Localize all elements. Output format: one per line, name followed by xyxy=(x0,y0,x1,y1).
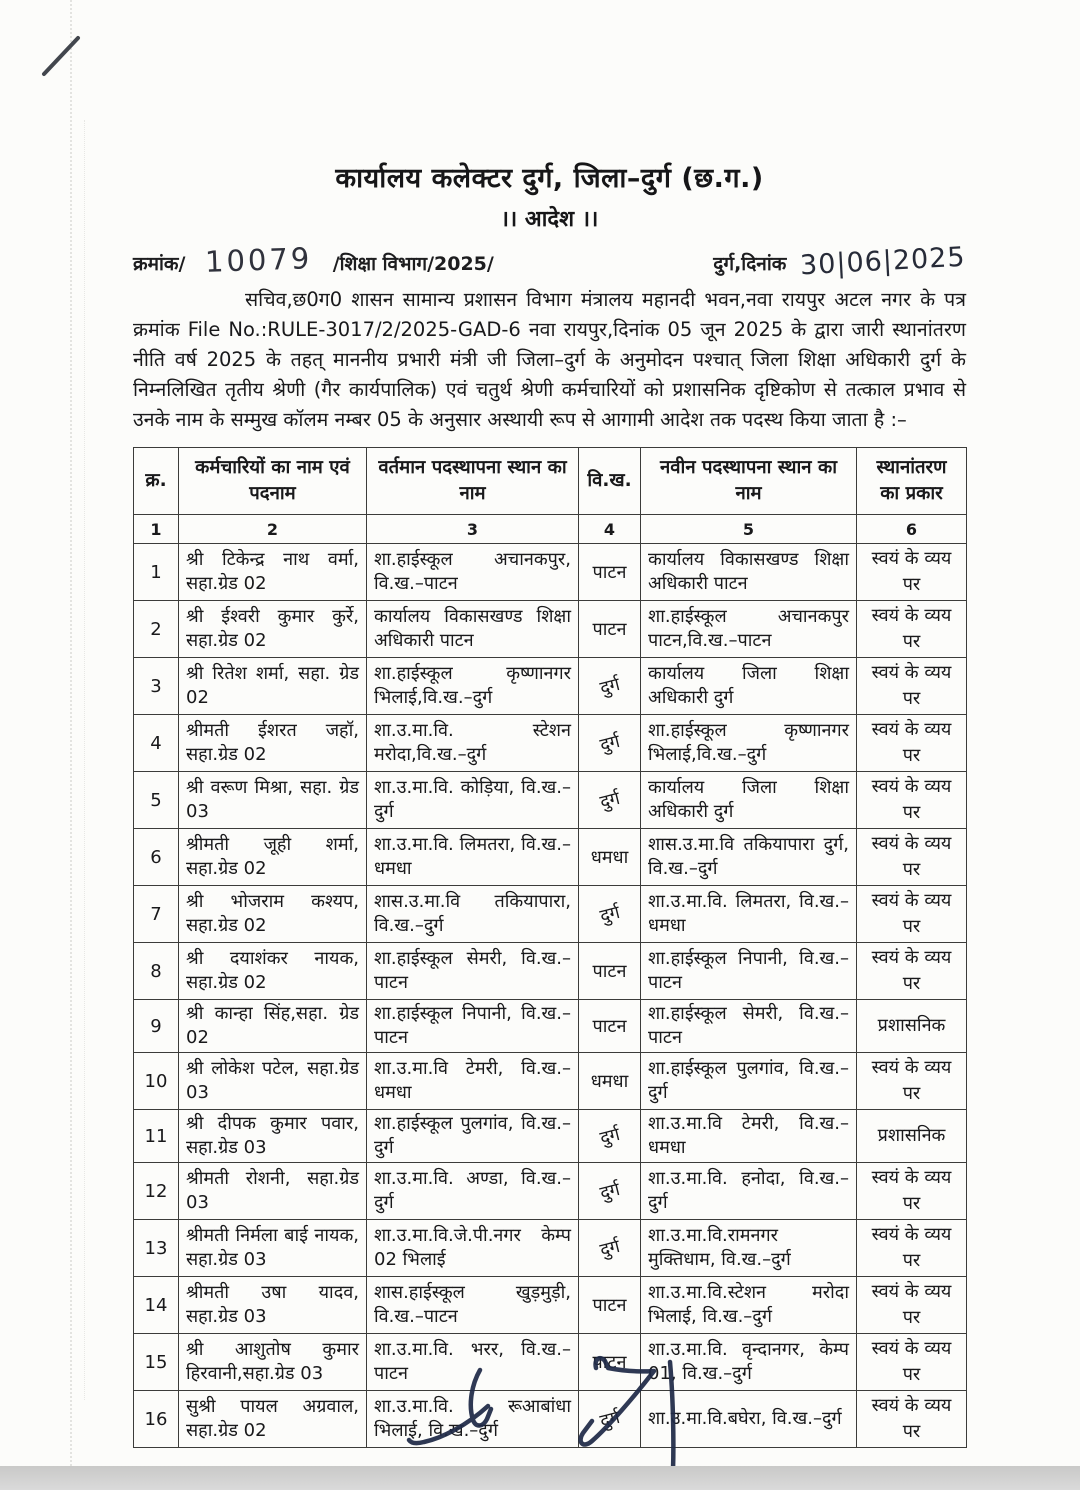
cell-row16-col3: शा.उ.मा.वि. रूआबांधा भिलाई, वि.ख.–दुर्ग xyxy=(367,1391,579,1448)
cell-row8-col1: 8 xyxy=(134,943,179,1000)
col-number: 4 xyxy=(579,515,641,544)
cell-row5-col6: स्वयं के व्यय पर xyxy=(857,772,967,829)
cell-row6-col4: धमधा xyxy=(579,829,641,886)
cell-row4-col5: शा.हाईस्कूल कृष्णानगर भिलाई,वि.ख.–दुर्ग xyxy=(641,715,857,772)
cell-row13-col1: 13 xyxy=(134,1220,179,1277)
cell-row7-col1: 7 xyxy=(134,886,179,943)
cell-row2-col1: 2 xyxy=(134,601,179,658)
cell-row11-col5: शा.उ.मा.वि टेमरी, वि.ख.–धमधा xyxy=(641,1110,857,1163)
cell-row13-col6: स्वयं के व्यय पर xyxy=(857,1220,967,1277)
cell-row2-col6: स्वयं के व्यय पर xyxy=(857,601,967,658)
cell-row3-col4: दुर्ग xyxy=(579,658,641,715)
handwritten-date: 30|06|2025 xyxy=(799,241,967,282)
table-row xyxy=(134,1220,967,1277)
cell-row10-col6: स्वयं के व्यय पर xyxy=(857,1053,967,1110)
header-current-posting: वर्तमान पदस्थापना स्थान का नाम xyxy=(367,448,579,515)
table-row xyxy=(134,772,967,829)
cell-row3-col2: श्री रितेश शर्मा, सहा. ग्रेड 02 xyxy=(179,658,367,715)
cell-row16-col5: शा.उ.मा.वि.बघेरा, वि.ख.–दुर्ग xyxy=(641,1391,857,1448)
scanner-band xyxy=(0,1466,1080,1490)
ref-suffix-label: /शिक्षा विभाग/2025/ xyxy=(332,253,494,275)
pen-stroke-icon xyxy=(36,30,88,82)
cell-row9-col5: शा.हाईस्कूल सेमरी, वि.ख.– पाटन xyxy=(641,1000,857,1053)
cell-row2-col3: कार्यालय विकासखण्ड शिक्षा अधिकारी पाटन xyxy=(367,601,579,658)
cell-row13-col2: श्रीमती निर्मला बाई नायक, सहा.ग्रेड 03 xyxy=(179,1220,367,1277)
scan-edge-artifact xyxy=(70,0,72,1466)
table-row xyxy=(134,544,967,601)
cell-row8-col2: श्री दयाशंकर नायक, सहा.ग्रेड 02 xyxy=(179,943,367,1000)
cell-row3-col5: कार्यालय जिला शिक्षा अधिकारी दुर्ग xyxy=(641,658,857,715)
cell-row13-col3: शा.उ.मा.वि.जे.पी.नगर केम्प 02 भिलाई xyxy=(367,1220,579,1277)
header-serial: क्र. xyxy=(134,448,179,515)
col-number: 6 xyxy=(857,515,967,544)
signature-ink xyxy=(380,1348,720,1478)
cell-row4-col3: शा.उ.मा.वि. स्टेशन मरोदा,वि.ख.–दुर्ग xyxy=(367,715,579,772)
cell-row11-col4: दुर्ग xyxy=(579,1110,641,1163)
cell-row10-col4: धमधा xyxy=(579,1053,641,1110)
cell-row9-col1: 9 xyxy=(134,1000,179,1053)
transfer-table-body xyxy=(134,544,967,1448)
cell-row12-col2: श्रीमती रोशनी, सहा.ग्रेड 03 xyxy=(179,1163,367,1220)
cell-row14-col5: शा.उ.मा.वि.स्टेशन मरोदा भिलाई, वि.ख.–दुर्ग xyxy=(641,1277,857,1334)
cell-row15-col2: श्री आशुतोष कुमार हिरवानी,सहा.ग्रेड 03 xyxy=(179,1334,367,1391)
cell-row16-col4: दुर्ग xyxy=(579,1391,641,1448)
cell-row13-col4: दुर्ग xyxy=(579,1220,641,1277)
cell-row8-col3: शा.हाईस्कूल सेमरी, वि.ख.–पाटन xyxy=(367,943,579,1000)
cell-row7-col5: शा.उ.मा.वि. लिमतरा, वि.ख.–धमधा xyxy=(641,886,857,943)
cell-row9-col2: श्री कान्हा सिंह,सहा. ग्रेड 02 xyxy=(179,1000,367,1053)
cell-row1-col3: शा.हाईस्कूल अचानकपुर, वि.ख.–पाटन xyxy=(367,544,579,601)
cell-row15-col3: शा.उ.मा.वि. भरर, वि.ख.–पाटन xyxy=(367,1334,579,1391)
cell-row7-col3: शास.उ.मा.वि तकियापारा, वि.ख.–दुर्ग xyxy=(367,886,579,943)
cell-row1-col5: कार्यालय विकासखण्ड शिक्षा अधिकारी पाटन xyxy=(641,544,857,601)
column-number-row xyxy=(134,515,967,544)
handwritten-ref-number: 10079 xyxy=(204,241,314,279)
cell-row14-col2: श्रीमती उषा यादव, सहा.ग्रेड 03 xyxy=(179,1277,367,1334)
cell-row10-col3: शा.उ.मा.वि टेमरी, वि.ख.–धमधा xyxy=(367,1053,579,1110)
reference-line xyxy=(133,241,967,282)
cell-row12-col5: शा.उ.मा.वि. हनोदा, वि.ख.–दुर्ग xyxy=(641,1163,857,1220)
cell-row6-col6: स्वयं के व्यय पर xyxy=(857,829,967,886)
transfer-table xyxy=(133,447,967,1448)
cell-row11-col1: 11 xyxy=(134,1110,179,1163)
cell-row6-col5: शास.उ.मा.वि तकियापारा दुर्ग, वि.ख.–दुर्ग xyxy=(641,829,857,886)
cell-row3-col3: शा.हाईस्कूल कृष्णानगर भिलाई,वि.ख.–दुर्ग xyxy=(367,658,579,715)
order-heading: ।। आदेश ।। xyxy=(500,207,599,232)
cell-row12-col3: शा.उ.मा.वि. अण्डा, वि.ख.–दुर्ग xyxy=(367,1163,579,1220)
cell-row5-col2: श्री वरूण मिश्रा, सहा. ग्रेड 03 xyxy=(179,772,367,829)
cell-row15-col4: पाटन xyxy=(579,1334,641,1391)
scan-edge-artifact xyxy=(84,120,85,1400)
ref-prefix-label: क्रमांक/ xyxy=(133,253,186,275)
cell-row6-col1: 6 xyxy=(134,829,179,886)
header-new-posting: नवीन पदस्थापना स्थान का नाम xyxy=(641,448,857,515)
cell-row15-col1: 15 xyxy=(134,1334,179,1391)
cell-row3-col6: स्वयं के व्यय पर xyxy=(857,658,967,715)
cell-row5-col5: कार्यालय जिला शिक्षा अधिकारी दुर्ग xyxy=(641,772,857,829)
cell-row2-col5: शा.हाईस्कूल अचानकपुर पाटन,वि.ख.–पाटन xyxy=(641,601,857,658)
cell-row5-col3: शा.उ.मा.वि. कोड़िया, वि.ख.–दुर्ग xyxy=(367,772,579,829)
header-employee-name: कर्मचारियों का नाम एवं पदनाम xyxy=(179,448,367,515)
table-row xyxy=(134,943,967,1000)
header-transfer-type: स्थानांतरण का प्रकार xyxy=(857,448,967,515)
table-header-row xyxy=(134,448,967,515)
cell-row11-col3: शा.हाईस्कूल पुलगांव, वि.ख.–दुर्ग xyxy=(367,1110,579,1163)
cell-row7-col2: श्री भोजराम कश्यप, सहा.ग्रेड 02 xyxy=(179,886,367,943)
cell-row1-col4: पाटन xyxy=(579,544,641,601)
header-block: वि.ख. xyxy=(579,448,641,515)
cell-row9-col6: प्रशासनिक xyxy=(857,1000,967,1053)
cell-row9-col4: पाटन xyxy=(579,1000,641,1053)
cell-row9-col3: शा.हाईस्कूल निपानी, वि.ख.– पाटन xyxy=(367,1000,579,1053)
cell-row10-col1: 10 xyxy=(134,1053,179,1110)
cell-row14-col6: स्वयं के व्यय पर xyxy=(857,1277,967,1334)
cell-row12-col4: दुर्ग xyxy=(579,1163,641,1220)
cell-row4-col2: श्रीमती ईशरत जहॉ, सहा.ग्रेड 02 xyxy=(179,715,367,772)
cell-row12-col6: स्वयं के व्यय पर xyxy=(857,1163,967,1220)
cell-row1-col6: स्वयं के व्यय पर xyxy=(857,544,967,601)
cell-row15-col6: स्वयं के व्यय पर xyxy=(857,1334,967,1391)
cell-row10-col2: श्री लोकेश पटेल, सहा.ग्रेड 03 xyxy=(179,1053,367,1110)
cell-row4-col1: 4 xyxy=(134,715,179,772)
table-row xyxy=(134,1053,967,1110)
cell-row8-col5: शा.हाईस्कूल निपानी, वि.ख.– पाटन xyxy=(641,943,857,1000)
table-row xyxy=(134,829,967,886)
cell-row3-col1: 3 xyxy=(134,658,179,715)
cell-row13-col5: शा.उ.मा.वि.रामनगर मुक्तिधाम, वि.ख.–दुर्ग xyxy=(641,1220,857,1277)
order-body-paragraph: सचिव,छ0ग0 शासन सामान्य प्रशासन विभाग मंत्रालय महानदी भवन,नवा रायपुर अटल नगर के पत्र क्रमांक File No.:RULE-3017/2/2025-GAD-6 नवा रायपुर,दिनांक 05 जून 2025 के द्वारा जारी स्थानांतरण नीति वर्ष 2025 के तहत् माननीय प्रभारी मंत्री जी जिला–दुर्ग के अनुमोदन पश्चात् जिला शिक्षा अधिकारी दुर्ग के निम्नलिखित तृतीय श्रेणी (गैर कार्यपालिक) एवं चतुर्थ श्रेणी कर्मचारियों को प्रशासनिक दृष्टिकोण से तत्काल प्रभाव से उनके नाम के सम्मुख कॉलम नम्बर 05 के अनुसार अस्थायी रूप से आगामी आदेश तक पदस्थ किया जाता है :– xyxy=(133,288,966,431)
document-content xyxy=(133,0,966,1448)
cell-row10-col5: शा.हाईस्कूल पुलगांव, वि.ख.–दुर्ग xyxy=(641,1053,857,1110)
cell-row1-col1: 1 xyxy=(134,544,179,601)
cell-row12-col1: 12 xyxy=(134,1163,179,1220)
table-row xyxy=(134,715,967,772)
cell-row1-col2: श्री टिकेन्द्र नाथ वर्मा, सहा.ग्रेड 02 xyxy=(179,544,367,601)
col-number: 2 xyxy=(179,515,367,544)
cell-row4-col6: स्वयं के व्यय पर xyxy=(857,715,967,772)
page-title: कार्यालय कलेक्टर दुर्ग, जिला–दुर्ग (छ.ग.) xyxy=(335,163,764,194)
cell-row5-col1: 5 xyxy=(134,772,179,829)
cell-row14-col4: पाटन xyxy=(579,1277,641,1334)
table-row xyxy=(134,601,967,658)
cell-row7-col4: दुर्ग xyxy=(579,886,641,943)
col-number: 5 xyxy=(641,515,857,544)
table-row xyxy=(134,1000,967,1053)
cell-row14-col1: 14 xyxy=(134,1277,179,1334)
col-number: 1 xyxy=(134,515,179,544)
cell-row6-col3: शा.उ.मा.वि. लिमतरा, वि.ख.–धमधा xyxy=(367,829,579,886)
cell-row15-col5: शा.उ.मा.वि. वृन्दानगर, केम्प 01, वि.ख.–दुर्ग xyxy=(641,1334,857,1391)
cell-row14-col3: शास.हाईस्कूल खुड़मुड़ी, वि.ख.–पाटन xyxy=(367,1277,579,1334)
cell-row4-col4: दुर्ग xyxy=(579,715,641,772)
table-row xyxy=(134,1163,967,1220)
cell-row11-col2: श्री दीपक कुमार पवार, सहा.ग्रेड 03 xyxy=(179,1110,367,1163)
cell-row7-col6: स्वयं के व्यय पर xyxy=(857,886,967,943)
table-row xyxy=(134,886,967,943)
cell-row8-col6: स्वयं के व्यय पर xyxy=(857,943,967,1000)
table-row xyxy=(134,1110,967,1163)
cell-row16-col2: सुश्री पायल अग्रवाल, सहा.ग्रेड 02 xyxy=(179,1391,367,1448)
table-row xyxy=(134,658,967,715)
cell-row6-col2: श्रीमती जूही शर्मा, सहा.ग्रेड 02 xyxy=(179,829,367,886)
cell-row2-col4: पाटन xyxy=(579,601,641,658)
cell-row16-col1: 16 xyxy=(134,1391,179,1448)
col-number: 3 xyxy=(367,515,579,544)
place-date-label: दुर्ग,दिनांक xyxy=(713,253,787,275)
cell-row16-col6: स्वयं के व्यय पर xyxy=(857,1391,967,1448)
cell-row8-col4: पाटन xyxy=(579,943,641,1000)
cell-row2-col2: श्री ईश्वरी कुमार कुर्रे, सहा.ग्रेड 02 xyxy=(179,601,367,658)
cell-row5-col4: दुर्ग xyxy=(579,772,641,829)
table-row xyxy=(134,1277,967,1334)
cell-row11-col6: प्रशासनिक xyxy=(857,1110,967,1163)
